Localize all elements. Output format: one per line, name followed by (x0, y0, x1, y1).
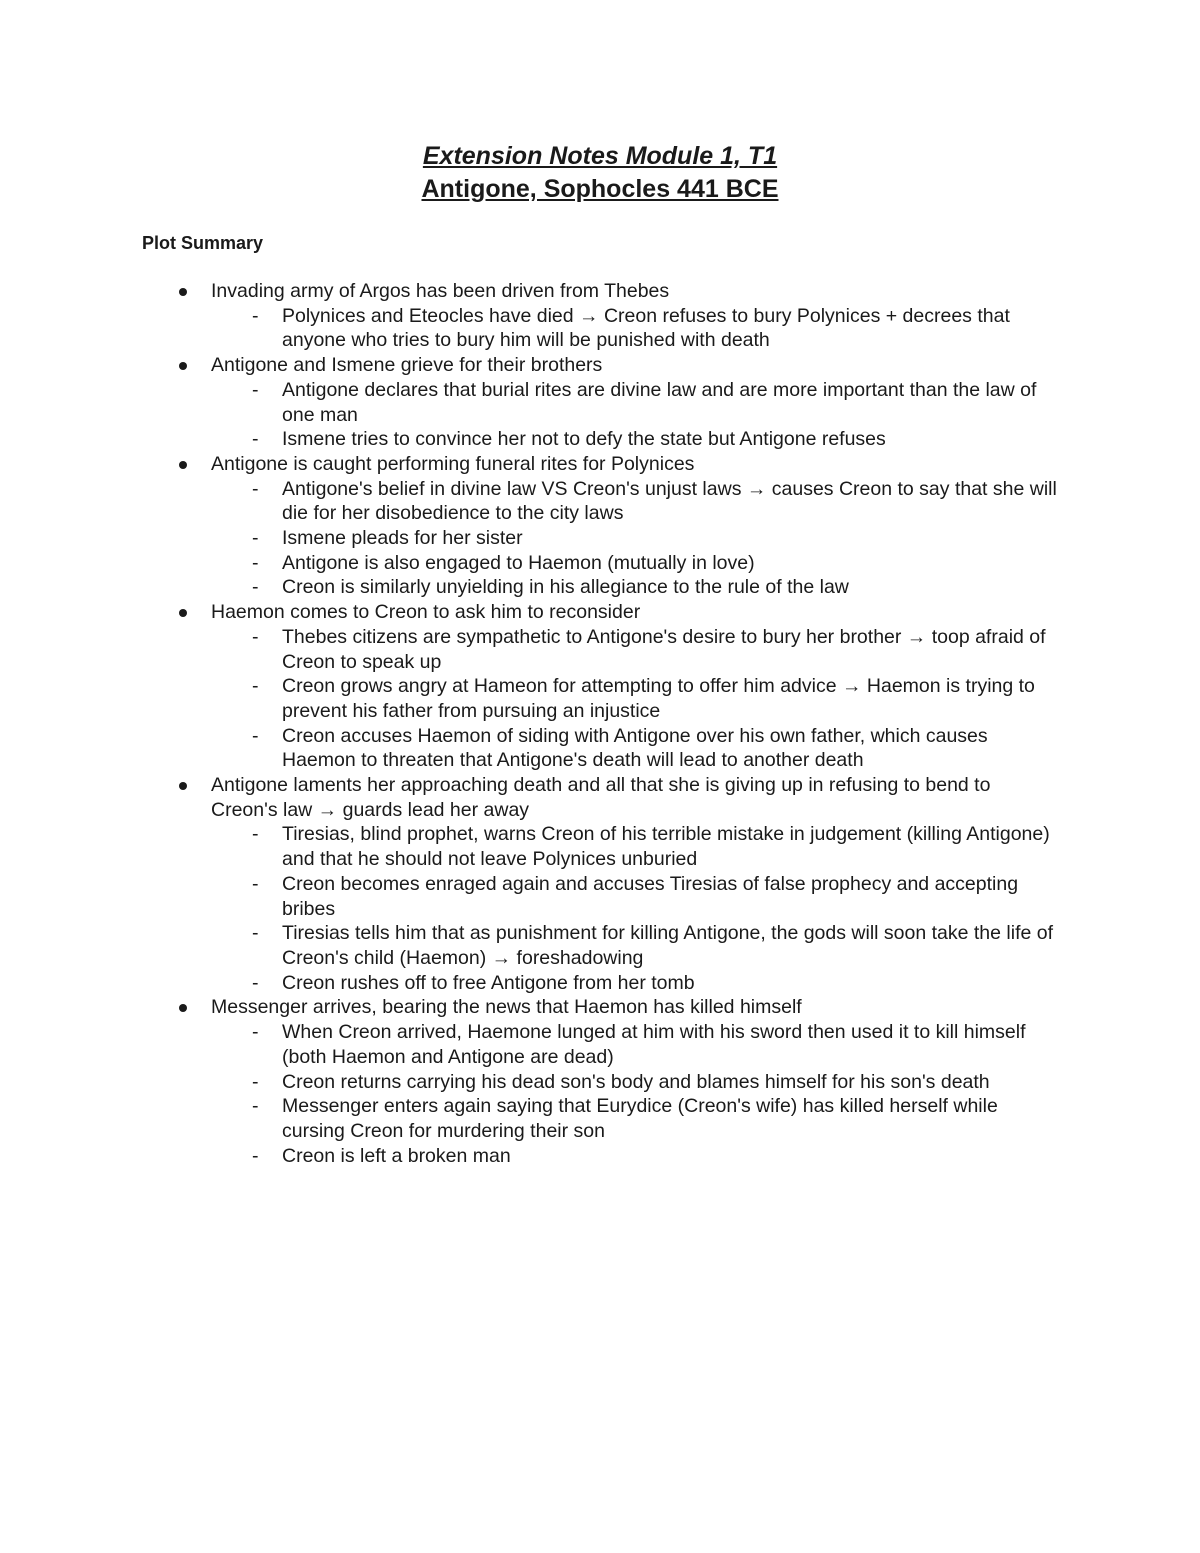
sub-item-text: Antigone is also engaged to Haemon (mutually in love) (282, 551, 755, 574)
document-title: Extension Notes Module 1, T1 (422, 142, 778, 170)
sub-item-text: Antigone declares that burial rites are divine law and are more important than the law of one man (282, 378, 1037, 426)
sub-item-text: Creon returns carrying his dead son's body and blames himself for his son's death (282, 1070, 990, 1093)
sub-item (0, 674, 1200, 723)
bullet-dot-icon (179, 1004, 187, 1012)
sub-item (0, 551, 1200, 576)
sub-item (0, 971, 1200, 996)
dash-marker: - (252, 304, 259, 327)
sub-item (0, 575, 1200, 600)
dash-marker: - (252, 922, 259, 945)
bullet-dot-icon (179, 288, 187, 296)
title-block (0, 140, 1200, 206)
section-heading: Plot Summary (142, 233, 264, 253)
sub-item (0, 1020, 1200, 1069)
dash-marker: - (252, 576, 259, 599)
dash-marker: - (252, 971, 259, 994)
sub-item (0, 477, 1200, 526)
sub-item (0, 526, 1200, 551)
sub-item-text: Tiresias tells him that as punishment for killing Antigone, the gods will soon take the life of Creon's child (Haemon) → foreshadowing (282, 922, 1054, 969)
bullet-item (0, 452, 1200, 477)
sub-item-text: Ismene pleads for her sister (282, 527, 523, 550)
sub-item-text: Creon becomes enraged again and accuses Tiresias of false prophecy and accepting bribes (282, 872, 1019, 920)
sub-item (0, 378, 1200, 427)
sub-item-text: Messenger enters again saying that Eurydice (Creon's wife) has killed herself while cursing Creon for murdering their son (282, 1095, 998, 1142)
dash-marker: - (252, 378, 259, 401)
bullet-item (0, 353, 1200, 378)
dash-marker: - (252, 872, 259, 895)
bullet-text: Invading army of Argos has been driven from Thebes (211, 280, 670, 302)
bullet-text: Haemon comes to Creon to ask him to reconsider (211, 601, 641, 624)
bullet-item (0, 995, 1200, 1020)
bullet-dot-icon (179, 782, 187, 790)
sub-item-text: Creon is left a broken man (282, 1144, 511, 1167)
sub-item-text: Creon accuses Haemon of siding with Antigone over his own father, which causes Haemon to threaten that Antigone's death will lead to another death (282, 724, 988, 772)
sub-item-text: Ismene tries to convince her not to defy the state but Antigone refuses (282, 428, 886, 451)
sub-item (0, 872, 1200, 921)
dash-marker: - (252, 428, 259, 451)
dash-marker: - (252, 1095, 259, 1118)
sub-item-text: Polynices and Eteocles have died → Creon refuses to bury Polynices + decrees that anyone who tries to bury him will be punished with death (282, 304, 1010, 352)
sub-item-text: Creon is similarly unyielding in his allegiance to the rule of the law (282, 576, 849, 599)
bullet-text: Antigone and Ismene grieve for their brothers (211, 354, 603, 377)
sub-item (0, 427, 1200, 452)
sub-item-text: Creon rushes off to free Antigone from her tomb (282, 971, 695, 994)
sub-item (0, 625, 1200, 674)
dash-marker: - (252, 527, 259, 550)
bullet-item (0, 773, 1200, 822)
sub-item (0, 822, 1200, 871)
sub-item (0, 1070, 1200, 1095)
dash-marker: - (252, 675, 259, 698)
bullet-dot-icon (179, 362, 187, 370)
sub-item (0, 304, 1200, 353)
bullet-dot-icon (179, 609, 187, 617)
dash-marker: - (252, 625, 259, 648)
sub-item-text: Antigone's belief in divine law VS Creon's unjust laws → causes Creon to say that she will die for her disobedience to the city laws (282, 477, 1057, 525)
bullet-item (0, 600, 1200, 625)
bullet-text: Messenger arrives, bearing the news that Haemon has killed himself (211, 996, 802, 1019)
sub-item-text: Creon grows angry at Hameon for attempting to offer him advice → Haemon is trying to prevent his father from pursuing an injustice (282, 675, 1035, 722)
bullet-text: Antigone is caught performing funeral rites for Polynices (211, 452, 695, 475)
sub-item (0, 1094, 1200, 1143)
dash-marker: - (252, 724, 259, 747)
sub-item (0, 1144, 1200, 1169)
dash-marker: - (252, 823, 259, 846)
bullet-dot-icon (179, 461, 187, 469)
sub-item-text: When Creon arrived, Haemone lunged at him with his sword then used it to kill himself (both Haemon and Antigone are dead) (282, 1021, 1026, 1068)
dash-marker: - (252, 551, 259, 574)
plot-summary-list (0, 279, 1200, 1168)
sub-item-text: Tiresias, blind prophet, warns Creon of his terrible mistake in judgement (killing Antigone) and that he should not leave Polynices unburied (282, 823, 1050, 871)
dash-marker: - (252, 1070, 259, 1093)
dash-marker: - (252, 477, 259, 500)
dash-marker: - (252, 1021, 259, 1044)
bullet-text: Antigone laments her approaching death and all that she is giving up in refusing to bend to Creon's law → guards lead her away (211, 774, 991, 821)
document-subtitle: Antigone, Sophocles 441 BCE (421, 175, 779, 203)
sub-item (0, 921, 1200, 970)
dash-marker: - (252, 1144, 259, 1167)
bullet-item (0, 279, 1200, 304)
sub-item (0, 724, 1200, 773)
sub-item-text: Thebes citizens are sympathetic to Antigone's desire to bury her brother → toop afraid of Creon to speak up (282, 625, 1046, 673)
